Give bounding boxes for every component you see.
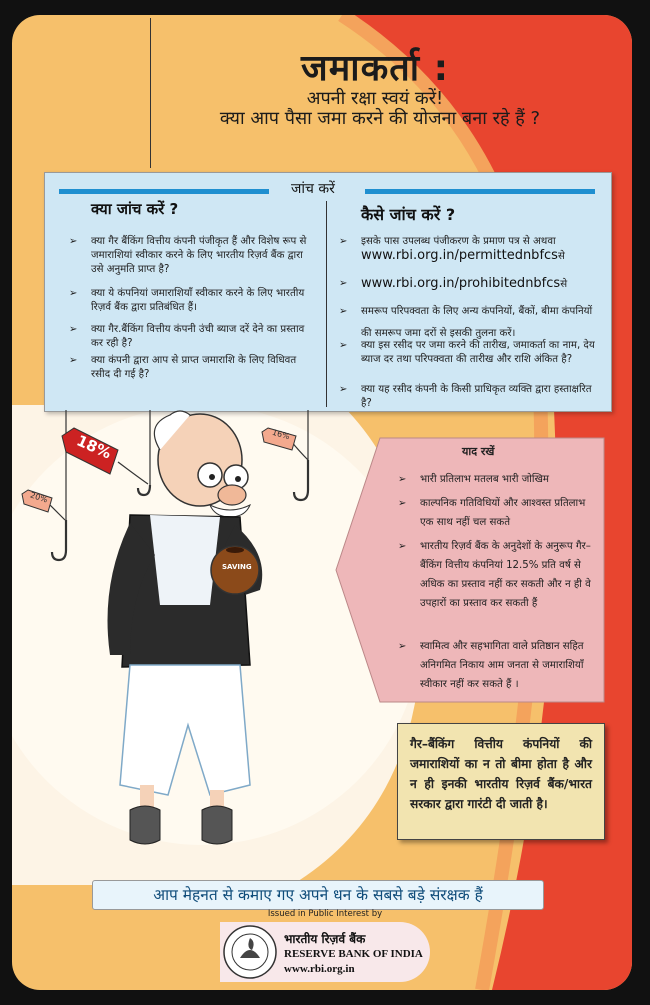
right-item: ➢ इसके पास उपलब्ध पंजीकरण के प्रमाण पत्र से अथवा www.rbi.org.in/permittednbfcsसे — [339, 236, 565, 263]
arrow-icon: ➢ — [69, 324, 78, 335]
tag-16-label: 16% — [271, 427, 291, 442]
pot-label: SAVING — [222, 563, 252, 571]
arrow-icon: ➢ — [339, 340, 348, 351]
tag-20-label: 20% — [29, 490, 49, 505]
right-item: ➢ समरूप परिपक्वता के लिए अन्य कंपनियों, बैंकों, बीमा कंपनियों की समरूप जमा दरों से इसकी तुलना करें। — [361, 301, 601, 345]
left-item: ➢ क्या गैर बैंकिंग वित्तीय कंपनी पंजीकृत हैं और विशेष रूप से जमाराशियां स्वीकार करने के लिए भारतीय रिज़र्व बैंक द्वारा उसे अनुमति प्राप्त है? — [69, 236, 307, 275]
issued-by: Issued in Public Interest by — [267, 909, 383, 919]
arrow-icon: ➢ — [339, 278, 348, 289]
remember-item: ➢ काल्पनिक गतिविधियों और आश्वस्त प्रतिलाभ एक साथ नहीं चल सकते — [420, 494, 598, 532]
right-item: ➢ क्या इस रसीद पर जमा करने की तारीख, जमाकर्ता का नाम, देय ब्याज दर तथा परिपक्वता की तारीख और राशि अंकित है? — [339, 340, 595, 365]
page-title: जमाकर्ता : — [301, 48, 449, 89]
rbi-footer — [220, 922, 430, 982]
arrow-icon: ➢ — [69, 236, 78, 247]
rbi-english-name: RESERVE BANK OF INDIA — [284, 948, 423, 960]
page-question: क्या आप पैसा जमा करने की योजना बना रहे हैं ? — [219, 108, 541, 129]
arrow-icon: ➢ — [398, 498, 407, 509]
arrow-icon: ➢ — [339, 384, 348, 395]
right-item: ➢ www.rbi.org.in/prohibitednbfcsसे — [339, 276, 568, 291]
rbi-seal-icon — [222, 924, 278, 980]
permitted-link[interactable]: www.rbi.org.in/permittednbfcs — [361, 248, 558, 263]
remember-title: याद रखें — [462, 445, 495, 458]
arrow-icon: ➢ — [69, 355, 78, 366]
arrow-icon: ➢ — [339, 306, 348, 317]
remember-item: ➢ स्वामित्व और सहभागिता वाले प्रतिष्ठान सहित अनिगमित निकाय आम जनता से जमाराशियाँ स्वीकार नहीं कर सकते हैं । — [420, 637, 598, 694]
left-item: ➢ क्या गैर.बैंकिंग वित्तीय कंपनी उंची ब्याज दरें देने का प्रस्ताव कर रही है? — [69, 324, 305, 349]
right-heading: कैसे जांच करें ? — [361, 205, 456, 224]
right-item: ➢ क्या यह रसीद कंपनी के किसी प्राधिकृत व्यक्ति द्वारा हस्ताक्षरित है? — [339, 384, 592, 409]
left-item: ➢ क्या कंपनी द्वारा आप से प्राप्त जमाराशि के लिए विधिवत रसीद दी गई है? — [69, 355, 297, 380]
rbi-website-link[interactable]: www.rbi.org.in — [284, 963, 355, 975]
remember-item: ➢ भारी प्रतिलाभ मतलब भारी जोखिम — [420, 470, 598, 489]
page-subtitle: अपनी रक्षा स्वयं करें! — [306, 88, 444, 109]
arrow-icon: ➢ — [398, 541, 407, 552]
arrow-icon: ➢ — [339, 236, 348, 247]
left-heading: क्या जांच करें ? — [91, 200, 179, 218]
arrow-icon: ➢ — [398, 641, 407, 652]
worried-man-illustration — [60, 405, 310, 860]
remember-item: ➢ भारतीय रिज़र्व बैंक के अनुदेशों के अनुरूप गैर–बैंकिंग वित्तीय कंपनियां 12.5% प्रति वर्ष से अधिक का प्रस्ताव नहीं कर सकती और न ही वे उपहारों का प्रस्ताव कर सकती हैं — [420, 537, 598, 613]
arrow-icon: ➢ — [398, 474, 407, 485]
check-box-title: जांच करें — [291, 181, 335, 197]
slogan-banner: आप मेहनत से कमाए गए अपने धन के सबसे बड़े संरक्षक हैं — [92, 880, 544, 910]
tag-18-label: 18% — [73, 431, 115, 463]
left-item: ➢ क्या ये कंपनियां जमाराशियाँ स्वीकार करने के लिए भारतीय रिज़र्व बैंक द्वारा प्रतिबंधित हैं। — [69, 288, 305, 313]
prohibited-link[interactable]: www.rbi.org.in/prohibitednbfcs — [361, 276, 561, 291]
insurance-note: गैर–बैंकिंग वित्तीय कंपनियों की जमाराशियों का न तो बीमा होता है और न ही इनकी भारतीय रिज़र्व बैंक/भारत सरकार द्वारा गारंटी दी जाती है। — [397, 723, 605, 840]
arrow-icon: ➢ — [69, 288, 78, 299]
rbi-hindi-name: भारतीय रिज़र्व बैंक — [284, 932, 366, 946]
